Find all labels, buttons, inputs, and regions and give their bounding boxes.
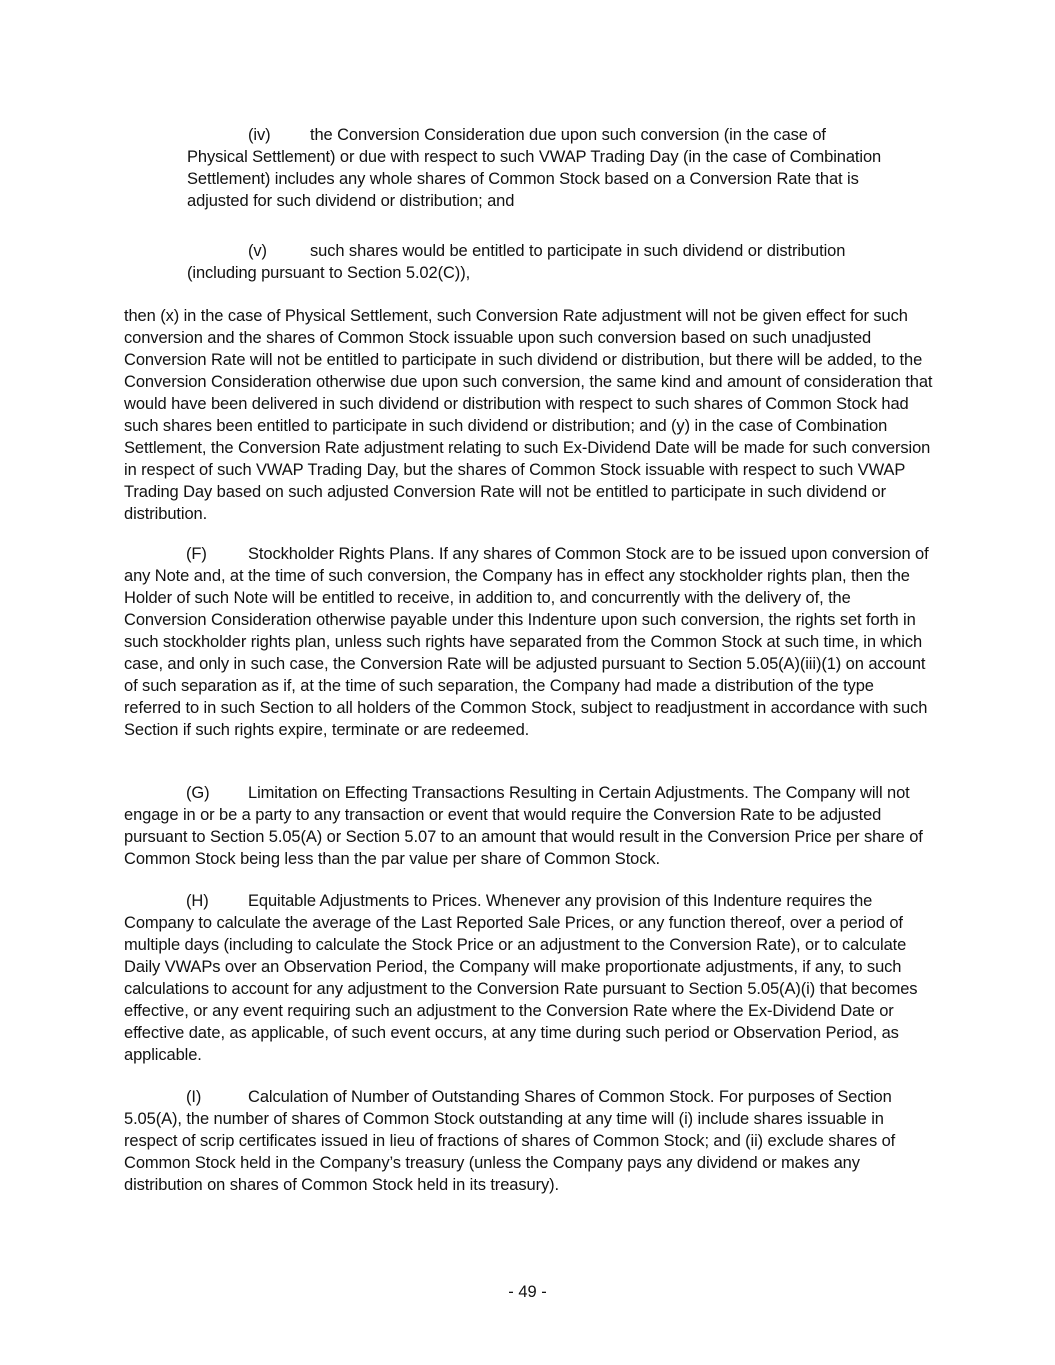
clause-iv-label: (iv) [248,126,271,144]
section-h [124,890,934,1066]
section-g-label: (G) [186,784,210,802]
clause-iv [187,124,887,212]
section-g-text: The Company will not engage in or be a party to any transaction or event that would require the Conversion Rate to be adjusted pursuant to Section 5.05(A) or Section 5.07 to an amount that would result in the Conversion Price per share of Common Stock being less than the par value per share of Common Stock. [124,784,923,868]
clause-v-label: (v) [248,242,267,260]
section-f-heading: Stockholder Rights Plans. [248,545,435,563]
clause-v-text: such shares would be entitled to participate in such dividend or distribution (including pursuant to Section 5.02(C)), [187,242,846,282]
section-g [124,782,934,870]
section-g-heading: Limitation on Effecting Transactions Resulting in Certain Adjustments. [248,784,749,802]
section-i-label: (I) [186,1088,202,1106]
clause-v [187,240,887,284]
page-number: - 49 - [508,1283,547,1301]
clause-iv-text: the Conversion Consideration due upon such conversion (in the case of Physical Settlement) or due with respect to such VWAP Trading Day (in the case of Combination Settlement) includes any whole shares of Common Stock based on a Conversion Rate that is adjusted for such dividend or distribution; and [187,126,882,210]
section-f [124,543,934,741]
section-h-label: (H) [186,892,209,910]
section-f-label: (F) [186,545,207,563]
then-paragraph: then (x) in the case of Physical Settlement, such Conversion Rate adjustment will not be given effect for such conversion and the shares of Common Stock issuable upon such conversion based on such unadjusted Conversion Rate will not be entitled to participate in such dividend or distribution, but there will be added, to the Conversion Consideration otherwise due upon such conversion, the same kind and amount of consideration that would have been delivered in such dividend or distribution with respect to such shares of Common Stock had such shares been entitled to participate in such dividend or distribution; and (y) in the case of Combination Settlement, the Conversion Rate adjustment relating to such Ex-Dividend Date will be made for such conversion in respect of such VWAP Trading Day, but the shares of Common Stock issuable with respect to such VWAP Trading Day based on such adjusted Conversion Rate will not be entitled to participate in such dividend or distribution. [124,307,933,523]
section-h-heading: Equitable Adjustments to Prices. [248,892,482,910]
section-h-text: Whenever any provision of this Indenture requires the Company to calculate the average of the Last Reported Sale Prices, or any function thereof, over a period of multiple days (including to calculate the Stock Price or an adjustment to the Conversion Rate), or to calculate Daily VWAPs over an Observation Period, the Company will make proportionate adjustments, if any, to such calculations to account for any adjustment to the Conversion Rate pursuant to Section 5.05(A)(i) that becomes effective, or any event requiring such an adjustment to the Conversion Rate where the Ex-Dividend Date or effective date, as applicable, of such event occurs, at any time during such period or Observation Period, as applicable. [124,892,918,1064]
section-i-heading: Calculation of Number of Outstanding Shares of Common Stock. [248,1088,715,1106]
section-i-text: For purposes of Section 5.05(A), the number of shares of Common Stock outstanding at any time will (i) include shares issuable in respect of scrip certificates issued in lieu of fractions of shares of Common Stock; and (ii) exclude shares of Common Stock held in the Company’s treasury (unless the Company pays any dividend or makes any distribution on shares of Common Stock held in its treasury). [124,1088,896,1194]
section-i [124,1086,934,1196]
section-f-text: If any shares of Common Stock are to be issued upon conversion of any Note and, at the time of such conversion, the Company has in effect any stockholder rights plan, then the Holder of such Note will be entitled to receive, in addition to, and concurrently with the delivery of, the Conversion Consideration otherwise payable under this Indenture upon such conversion, the rights set forth in such stockholder rights plan, unless such rights have separated from the Common Stock at such time, in which case, and only in such case, the Conversion Rate will be adjusted pursuant to Section 5.05(A)(iii)(1) on account of such separation as if, at the time of such separation, the Company had made a distribution of the type referred to in such Section to all holders of the Common Stock, subject to readjustment in accordance with such Section if such rights expire, terminate or are redeemed. [124,545,929,739]
